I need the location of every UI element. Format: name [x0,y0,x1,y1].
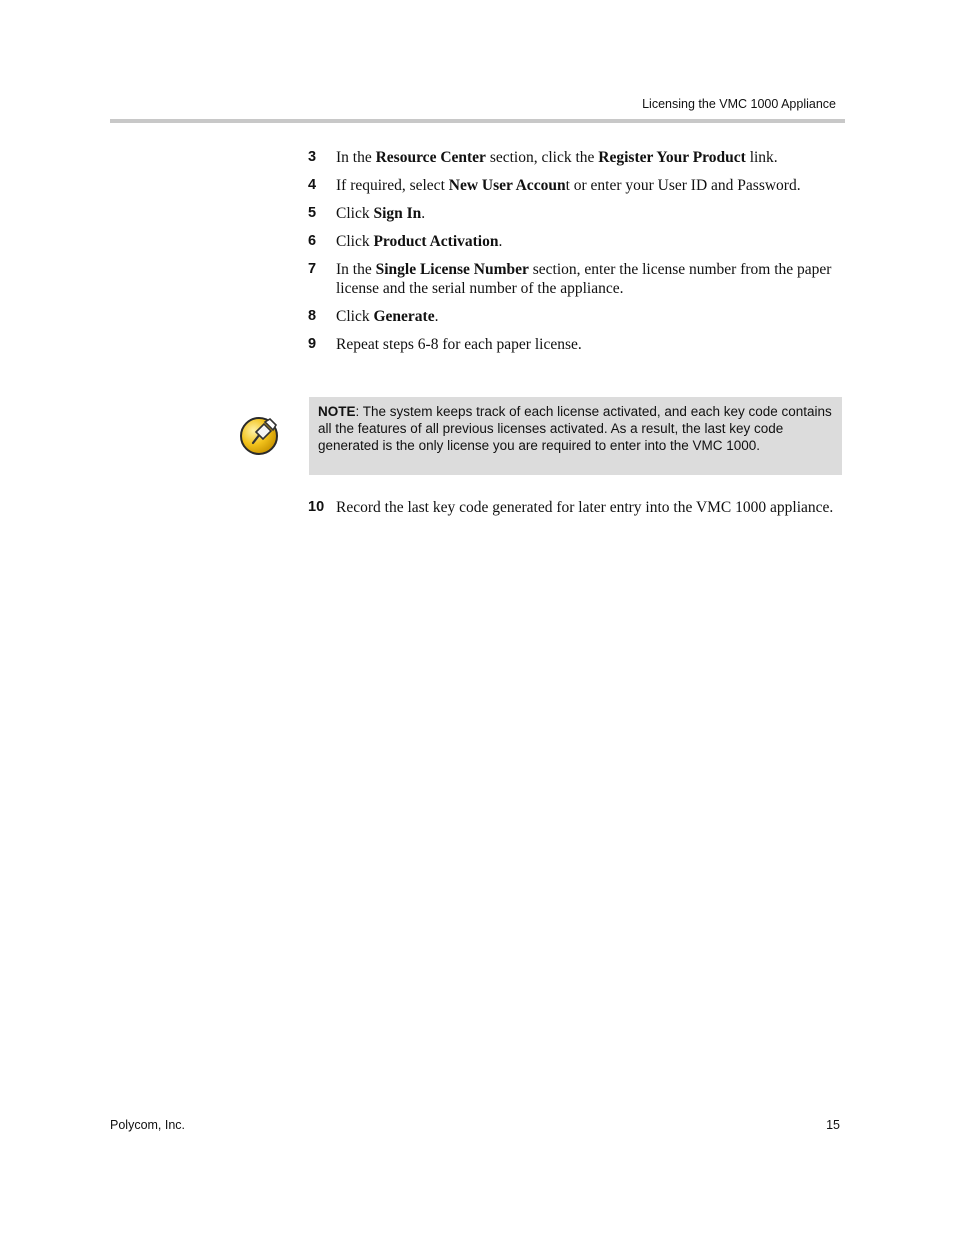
header-rule [110,119,845,123]
step-number: 6 [308,233,317,249]
step-number: 9 [308,336,317,352]
step-text: If required, select [336,177,449,194]
footer-company: Polycom, Inc. [110,1118,186,1132]
note-text: : The system keeps track of each license activated, and each key code contains all the features of all previous licenses activated. As a result, the last key code generated is the only license you are required to enter into the VMC 1000. [318,404,832,453]
step-10-container [308,498,848,526]
step-text: In the [336,261,376,278]
footer-page-number: 15 [826,1118,840,1132]
ui-term: Register Your Product [598,149,746,166]
step-5 [308,204,848,223]
procedure-steps [308,148,848,363]
step-text: Click [336,205,374,222]
ui-term: Product Activation [373,233,499,250]
note-label: NOTE [318,404,356,419]
step-number: 8 [308,308,317,324]
ui-term: Sign In [373,205,422,222]
step-text: Click [336,308,374,325]
ui-term: Generate [373,308,435,325]
step-7 [308,260,848,298]
step-10 [308,498,848,517]
step-number: 4 [308,177,317,193]
step-text: In the [336,149,376,166]
running-header-title: Licensing the VMC 1000 Appliance [642,97,836,111]
step-text: section, enter the license number from the paper license and the serial number of the appliance. [336,261,832,297]
ui-term: Single License Number [375,261,529,278]
step-3 [308,148,848,167]
step-text: . [421,205,426,222]
step-text: . [434,308,439,325]
step-6 [308,232,848,251]
note-callout [309,397,842,475]
step-9 [308,335,848,354]
step-text: Click [336,233,374,250]
step-4 [308,176,848,195]
step-text: . [498,233,503,250]
step-8 [308,307,848,326]
step-number: 7 [308,261,317,277]
step-text: link. [745,149,778,166]
step-text: Repeat steps 6-8 for each paper license. [336,336,582,353]
ui-term: New User Accoun [448,177,566,194]
step-text: Record the last key code generated for later entry into the VMC 1000 appliance. [336,499,834,516]
step-number: 3 [308,149,317,165]
step-text: t or enter your User ID and Password. [565,177,801,194]
ui-term: Resource Center [375,149,486,166]
step-number: 5 [308,205,317,221]
step-text: section, click the [485,149,599,166]
pushpin-note-icon [238,410,284,456]
step-number: 10 [308,499,325,515]
